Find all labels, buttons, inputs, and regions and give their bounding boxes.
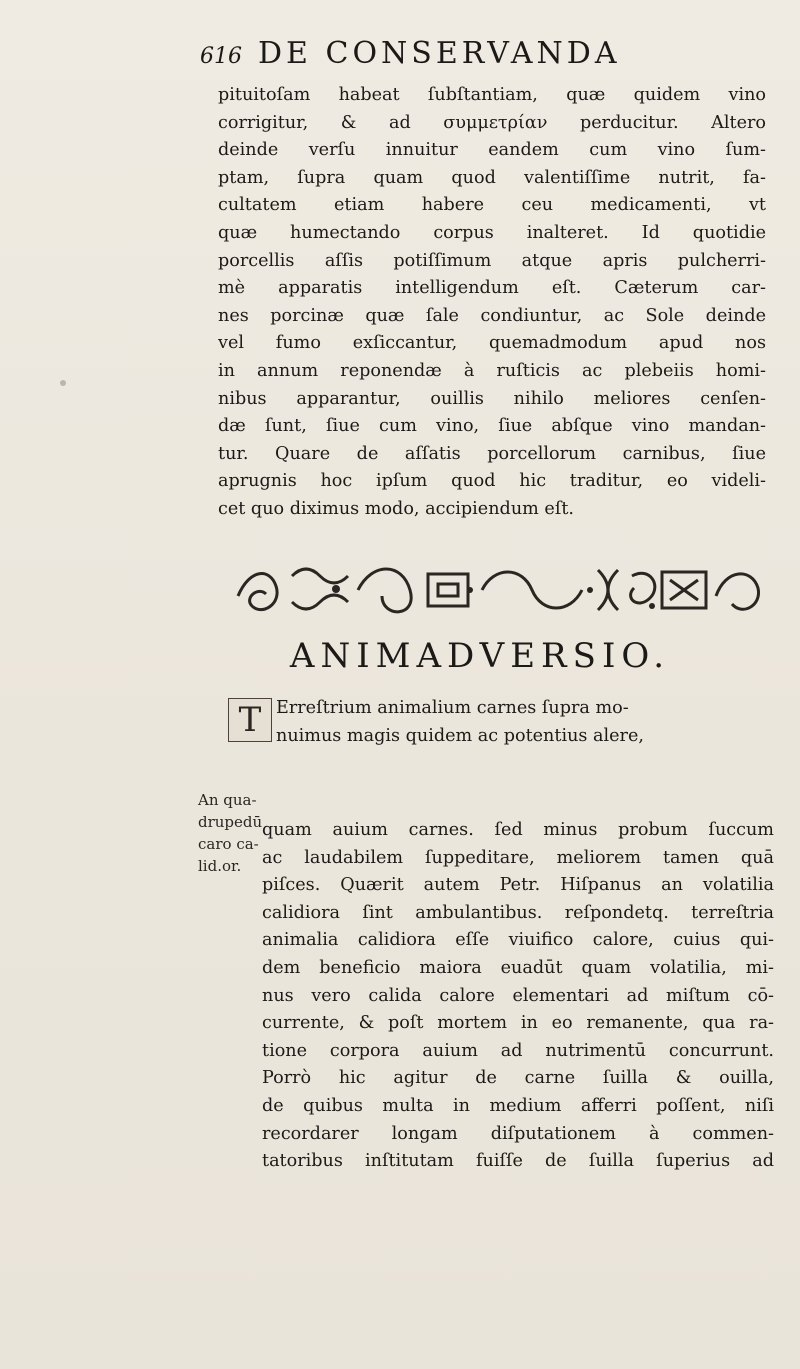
text-line: de quibus multa in medium afferri poſſent, niſi (262, 1095, 774, 1116)
text-line: tatoribus inſtitutam fuiſſe de ſuilla ſuperius ad (262, 1151, 774, 1172)
animadversio-paragraph (262, 816, 774, 1175)
text-line: cet quo diximus modo, accipiendum eſt. (218, 498, 575, 519)
printers-ornament (232, 556, 764, 624)
margin-line: An qua- (198, 791, 257, 809)
text-line: nuimus magis quidem ac potentius alere, (276, 726, 644, 747)
text-line: nibus apparantur, ouillis nihilo meliores cenſen- (218, 388, 766, 409)
text-line: deinde verſu innuitur eandem cum vino ſum- (218, 140, 766, 161)
animadversio-opening (230, 694, 770, 751)
text-line: calidiora ſint ambulantibus. reſpondetq. terreſtria (262, 902, 774, 923)
text-line: Porrò hic agitur de carne ſuilla & ouilla, (262, 1068, 774, 1089)
margin-line: drupedū (198, 813, 263, 831)
text-line: piſces. Quærit autem Petr. Hiſpanus an volatilia (262, 875, 774, 896)
text-line: nus vero calida calore elementari ad miſtum cō- (262, 985, 774, 1006)
text-line: pituitoſam habeat ſubſtantiam, quæ quidem vino (218, 85, 766, 105)
text-line: nes porcinæ quæ ſale condiuntur, ac Sole deinde (218, 305, 766, 326)
text-line: corrigitur, & ad συμμετρίαν perducitur. Altero (218, 112, 766, 133)
text-line: in annum reponendæ à ruſticis ac plebeiis homi- (218, 360, 766, 381)
running-head (200, 32, 720, 76)
text-line: dem beneficio maiora euadūt quam volatilia, mi- (262, 957, 774, 978)
text-line: recordarer longam diſputationem à commen- (262, 1123, 774, 1144)
text-line: Erreſtrium animalium carnes ſupra mo- (276, 698, 629, 718)
text-line: aprugnis hoc ipſum quod hic traditur, eo videli- (218, 471, 766, 492)
main-paragraph (218, 82, 766, 524)
drop-cap: T (228, 698, 272, 742)
text-line: cultatem etiam habere ceu medicamenti, vt (218, 195, 766, 216)
page-number: 616 (200, 44, 242, 69)
text-line: animalia calidiora eſſe viuifico calore, cuius qui- (262, 930, 774, 951)
paper-speck (60, 380, 66, 386)
text-line: quæ humectando corpus inalteret. Id quotidie (218, 222, 766, 243)
marginal-note (198, 789, 263, 877)
text-line: porcellis aſſis potiſſimum atque apris pulcherri- (218, 250, 766, 271)
text-line: currente, & poſt mortem in eo remanente, qua ra- (262, 1013, 774, 1034)
text-line: mè apparatis intelligendum eſt. Cæterum car- (218, 278, 766, 299)
text-line: ptam, ſupra quam quod valentiſſime nutrit, fa- (218, 167, 766, 188)
text-line: vel fumo exſiccantur, quemadmodum apud nos (218, 333, 766, 354)
text-line: tur. Quare de aſſatis porcellorum carnibus, ſiue (218, 443, 766, 464)
text-line: ac laudabilem ſuppeditare, meliorem tamen quā (262, 847, 774, 868)
margin-line: caro ca- (198, 835, 259, 853)
text-line: quam auium carnes. ſed minus probum ſuccum (262, 820, 774, 840)
section-title: ANIMADVERSIO. (289, 636, 671, 676)
margin-line: lid.or. (198, 857, 242, 875)
text-line: dæ ſunt, ſiue cum vino, ſiue abſque vino mandan- (218, 416, 766, 437)
text-line: tione corpora auium ad nutrimentū concurrunt. (262, 1040, 774, 1061)
running-title: DE CONSERVANDA (258, 36, 621, 71)
